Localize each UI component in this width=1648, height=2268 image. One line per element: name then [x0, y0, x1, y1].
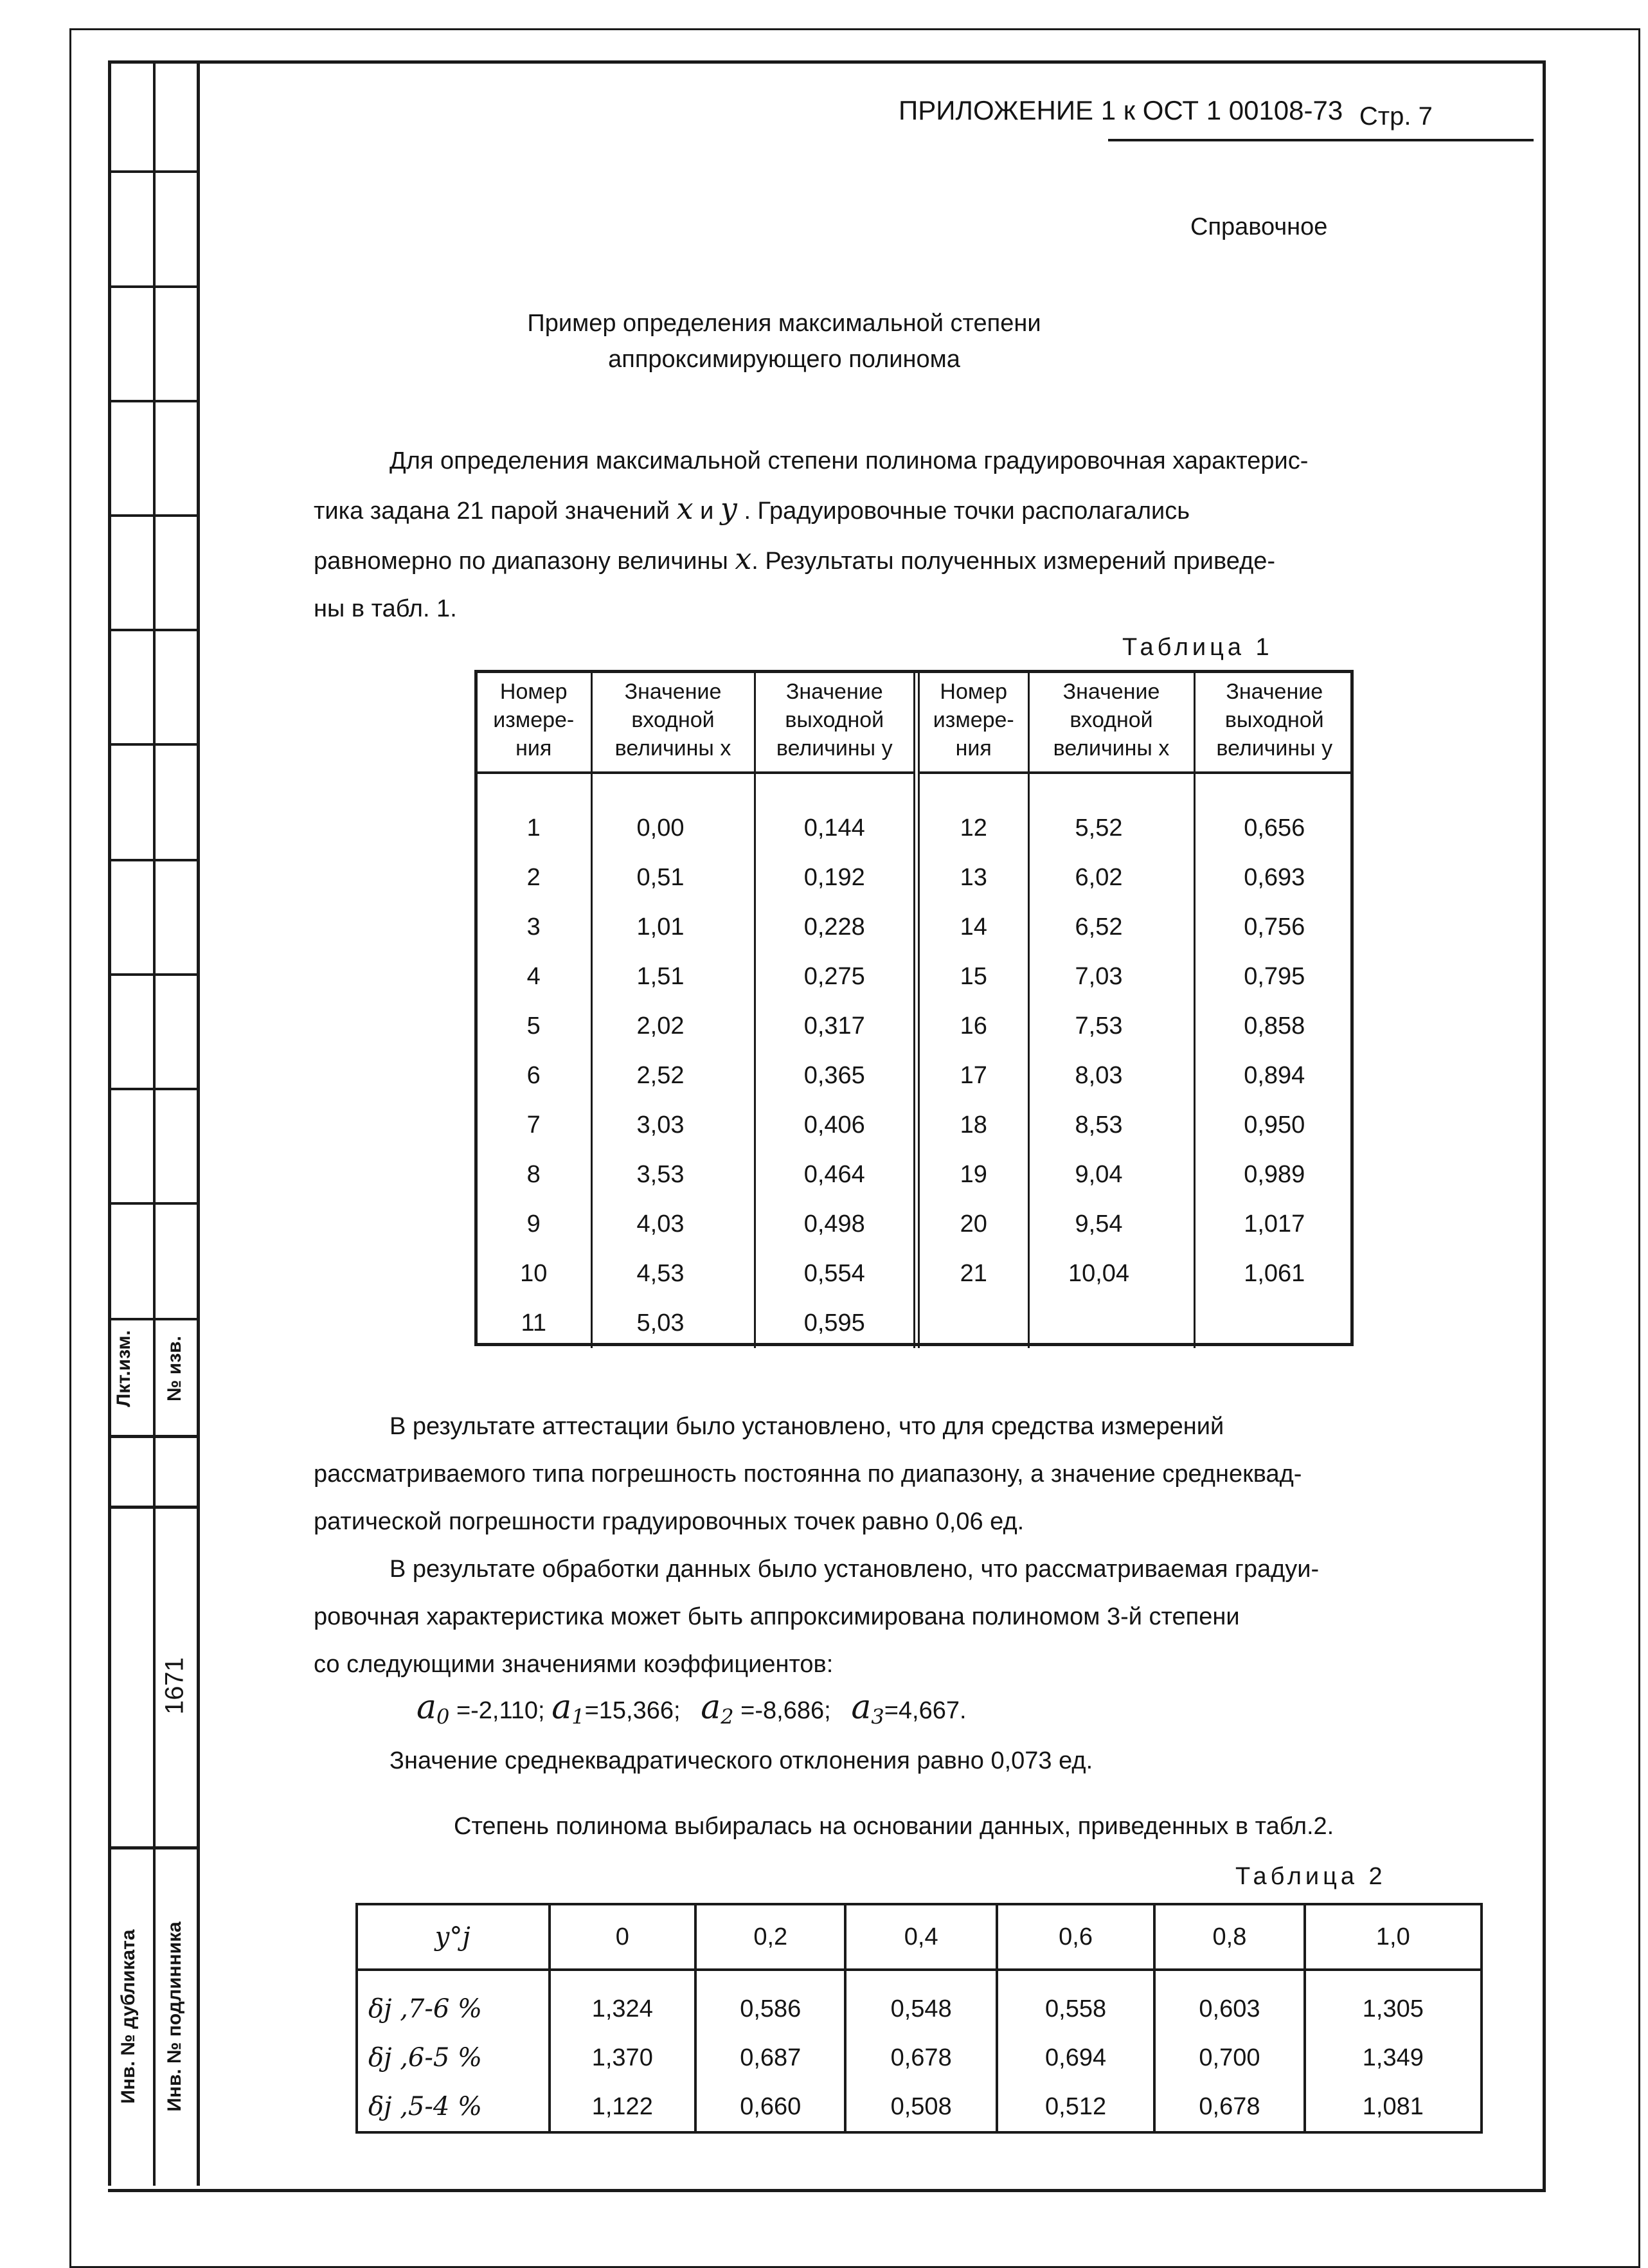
table1-cell: 19 [917, 1150, 1028, 1200]
intro-line4: ны в табл. 1. [314, 595, 457, 622]
table2-cell: 0,586 [695, 1970, 845, 2033]
header-title: ПРИЛОЖЕНИЕ 1 к ОСТ 1 00108-73 [899, 95, 1343, 125]
header-page-number: Стр. 7 [1359, 102, 1433, 130]
table1-cell: 0,365 [755, 1051, 917, 1101]
table2-cell: 0,660 [695, 2082, 845, 2132]
coefficients-line: $a_0 =-2,110$; $a_1=15,366$; $a_2 =-8,686$; $a_3=4,667$. [416, 1688, 967, 1729]
table1-cell: 8,03 [1028, 1051, 1194, 1101]
table1-caption: Таблица 1 [1122, 634, 1273, 661]
table1-cell: 0,51 [591, 853, 755, 903]
table1-cell: 0,656 [1244, 815, 1305, 842]
table1-cell: 0,989 [1244, 1161, 1305, 1188]
table1-cell: 15 [917, 952, 1028, 1002]
margin-label-change-sheet: Лкт.изм. [113, 1330, 134, 1407]
table1-cell: 7 [477, 1101, 591, 1150]
table1-cell: 6,52 [1028, 903, 1194, 952]
table2-cell: 0,512 [997, 2082, 1154, 2132]
table1-cell: 0,228 [755, 903, 917, 952]
table1-row [477, 1101, 1354, 1150]
table2-row [357, 2082, 1482, 2132]
table2-cell: 1,081 [1305, 2082, 1482, 2132]
p2-line1: В результате обработки данных было установлено, что рассматриваемая градуи- [390, 1556, 1320, 1583]
doc-title-line2: аппроксимирующего полинома [608, 346, 960, 373]
table2-column-header: 0,2 [695, 1904, 845, 1970]
table2-cell: 0,678 [1154, 2082, 1304, 2132]
p2-line3: со следующими значениями коэффициентов: [314, 1651, 834, 1678]
table1-spacer-cell [917, 773, 1028, 804]
table1-cell: 3,03 [591, 1101, 755, 1150]
margin-label-original: Инв. № подлинника [164, 1922, 185, 2112]
coef-a0-value: =-2,110; [456, 1697, 545, 1724]
table1-cell: 3 [477, 903, 591, 952]
coef-a0-symbol: a [416, 1688, 437, 1727]
table1-cell: 4 [477, 952, 591, 1002]
table1-cell: 16 [917, 1002, 1028, 1051]
margin-line-right [197, 60, 200, 2186]
table2-caption: Таблица 2 [1235, 1863, 1386, 1890]
table2-cell: 1,305 [1305, 1970, 1482, 2033]
reference-label: Справочное [1190, 213, 1328, 240]
table1-cell: 1,061 [1244, 1260, 1305, 1287]
page-header [899, 95, 1535, 130]
coef-a1-value: =15,366; [584, 1697, 681, 1724]
table1-cell: 0,858 [1244, 1013, 1305, 1040]
table1-cell: 8 [477, 1150, 591, 1200]
table1-spacer-cell [1194, 773, 1354, 804]
header-rule [1108, 139, 1534, 141]
table1-cell: 5,03 [591, 1299, 755, 1348]
table1-cell: 4,53 [591, 1249, 755, 1299]
table1-row [477, 853, 1354, 903]
table1-cell: 7,53 [1028, 1002, 1194, 1051]
table2-row [357, 1970, 1482, 2033]
table1-cell: 0,498 [755, 1200, 917, 1249]
table1-spacer-cell [1028, 773, 1194, 804]
table2-cell: 0,678 [845, 2033, 996, 2082]
table1-cell: 14 [917, 903, 1028, 952]
table1-cell: 0,756 [1244, 914, 1305, 941]
table1-header: Значение входной величины x [1028, 672, 1194, 773]
table1-cell: 9,54 [1028, 1200, 1194, 1249]
margin-number: 1671 [160, 1657, 189, 1715]
table2-row [357, 2033, 1482, 2082]
var-y: y [720, 491, 737, 526]
p2-line2: ровочная характеристика может быть аппроксимирована полиномом 3-й степени [314, 1603, 1240, 1630]
coef-a2-symbol: a [701, 1688, 721, 1727]
degree-selection-line: Степень полинома выбиралась на основании данных, приведенных в табл.2. [454, 1813, 1334, 1840]
table1-cell: 1,017 [1244, 1210, 1305, 1238]
table2-column-header: 0,6 [997, 1904, 1154, 1970]
table1-cell: 10,04 [1028, 1249, 1194, 1299]
table2-row-label: δj ,7-6 % [357, 1970, 550, 2033]
table1 [477, 672, 1354, 1348]
table2-cell: 1,349 [1305, 2033, 1482, 2082]
table2-cell: 0,694 [997, 2033, 1154, 2082]
table1-row [477, 804, 1354, 853]
table2-corner: y°j [357, 1904, 550, 1970]
table2-column-header: 0 [550, 1904, 695, 1970]
margin-line-left [108, 60, 111, 2186]
table1-row [477, 903, 1354, 952]
table1-cell: 2,52 [591, 1051, 755, 1101]
table1-header: Номер измере- ния [477, 672, 591, 773]
table1-header-row [477, 672, 1354, 773]
table1-cell: 6 [477, 1051, 591, 1101]
margin-line-mid [153, 60, 156, 2186]
std-deviation-line: Значение среднеквадратического отклонения равно 0,073 ед. [390, 1747, 1093, 1774]
table1-cell: 0,795 [1244, 963, 1305, 990]
table1-cell [1028, 1299, 1194, 1348]
table1-spacer-row [477, 773, 1354, 804]
table1-cell: 3,53 [591, 1150, 755, 1200]
table2 [355, 1903, 1483, 2134]
table1-spacer-cell [591, 773, 755, 804]
table1-cell: 11 [477, 1299, 591, 1348]
margin-label-doc-no: № изв. [164, 1336, 185, 1401]
table1-cell: 5 [477, 1002, 591, 1051]
table1-row [477, 1200, 1354, 1249]
coef-a2-value: =-8,686; [740, 1697, 831, 1724]
table1-cell: 0,464 [755, 1150, 917, 1200]
table1-cell: 2,02 [591, 1002, 755, 1051]
table2-cell: 1,122 [550, 2082, 695, 2132]
table1-cell [917, 1299, 1028, 1348]
coef-a3-symbol: a [851, 1688, 872, 1727]
var-x-2: x [735, 541, 752, 576]
table1-cell: 1,51 [591, 952, 755, 1002]
table1-header: Значение входной величины x [591, 672, 755, 773]
table1-cell: 10 [477, 1249, 591, 1299]
table2-cell: 0,700 [1154, 2033, 1304, 2082]
table1-cell: 13 [917, 853, 1028, 903]
table1-cell: 20 [917, 1200, 1028, 1249]
table1-cell: 0,00 [591, 804, 755, 853]
table2-cell: 0,687 [695, 2033, 845, 2082]
table1-cell: 21 [917, 1249, 1028, 1299]
table1-spacer-cell [755, 773, 917, 804]
intro-paragraph [314, 437, 1503, 633]
table1-row [477, 1051, 1354, 1101]
table2-row-label: δj ,5-4 % [357, 2082, 550, 2132]
table1-cell: 12 [917, 804, 1028, 853]
table1-header: Номер измере- ния [917, 672, 1028, 773]
intro-line1: Для определения максимальной степени полинома градуировочная характерис- [390, 447, 1309, 474]
table1-cell: 7,03 [1028, 952, 1194, 1002]
table2-cell: 0,558 [997, 1970, 1154, 2033]
table1-cell: 0,950 [1244, 1112, 1305, 1138]
table1-cell [1194, 1299, 1354, 1348]
coef-a1-symbol: a [551, 1688, 572, 1727]
table1-header: Значение выходной величины y [755, 672, 917, 773]
doc-title-line1: Пример определения максимальной степени [527, 310, 1041, 337]
p1-line3: ратической погрешности градуировочных точек равно 0,06 ед. [314, 1508, 1025, 1535]
table1-cell: 0,693 [1244, 864, 1305, 891]
table1-cell: 0,406 [755, 1101, 917, 1150]
table1-cell: 17 [917, 1051, 1028, 1101]
table2-cell: 1,324 [550, 1970, 695, 2033]
p1-line1: В результате аттестации было установлено, что для средства измерений [390, 1413, 1224, 1440]
intro-line3: равномерно по диапазону величины x. Результаты полученных измерений приведе- [314, 541, 1276, 576]
table1-cell: 6,02 [1028, 853, 1194, 903]
table1-header: Значение выходной величины y [1194, 672, 1354, 773]
table1-cell: 0,192 [755, 853, 917, 903]
table1-cell: 1,01 [591, 903, 755, 952]
table1-row [477, 1299, 1354, 1348]
p1-line2: рассматриваемого типа погрешность постоянна по диапазону, а значение среднеквад- [314, 1461, 1302, 1488]
margin-label-duplicate: Инв. № дубликата [118, 1929, 139, 2104]
table1-cell: 0,554 [755, 1249, 917, 1299]
table2-cell: 0,508 [845, 2082, 996, 2132]
table1-cell: 5,52 [1028, 804, 1194, 853]
table1-cell: 0,144 [755, 804, 917, 853]
table1-cell: 8,53 [1028, 1101, 1194, 1150]
table2-row-label: δj ,6-5 % [357, 2033, 550, 2082]
table1-cell: 9,04 [1028, 1150, 1194, 1200]
table1-cell: 0,894 [1244, 1062, 1305, 1089]
coef-a3-value: =4,667. [884, 1697, 967, 1724]
table1-row [477, 952, 1354, 1002]
result-paragraph-1 [314, 1403, 1503, 1688]
table1-cell: 1 [477, 804, 591, 853]
table2-cell: 1,370 [550, 2033, 695, 2082]
table1-cell: 0,317 [755, 1002, 917, 1051]
table1-row [477, 1150, 1354, 1200]
var-x: x [676, 491, 694, 526]
table2-column-header: 1,0 [1305, 1904, 1482, 1970]
table1-cell: 4,03 [591, 1200, 755, 1249]
table1-cell: 2 [477, 853, 591, 903]
table2-cell: 0,603 [1154, 1970, 1304, 2033]
table2-column-header: 0,4 [845, 1904, 996, 1970]
table1-cell: 9 [477, 1200, 591, 1249]
table2-column-header: 0,8 [1154, 1904, 1304, 1970]
table1-cell: 0,275 [755, 952, 917, 1002]
intro-line2: тика задана 21 парой значений x и y . Градуировочные точки располагались [314, 491, 1190, 526]
table1-spacer-cell [477, 773, 591, 804]
table1-row [477, 1249, 1354, 1299]
table1-cell: 18 [917, 1101, 1028, 1150]
table1-cell: 0,595 [755, 1299, 917, 1348]
table2-cell: 0,548 [845, 1970, 996, 2033]
table1-row [477, 1002, 1354, 1051]
table2-header-row [357, 1904, 1482, 1970]
